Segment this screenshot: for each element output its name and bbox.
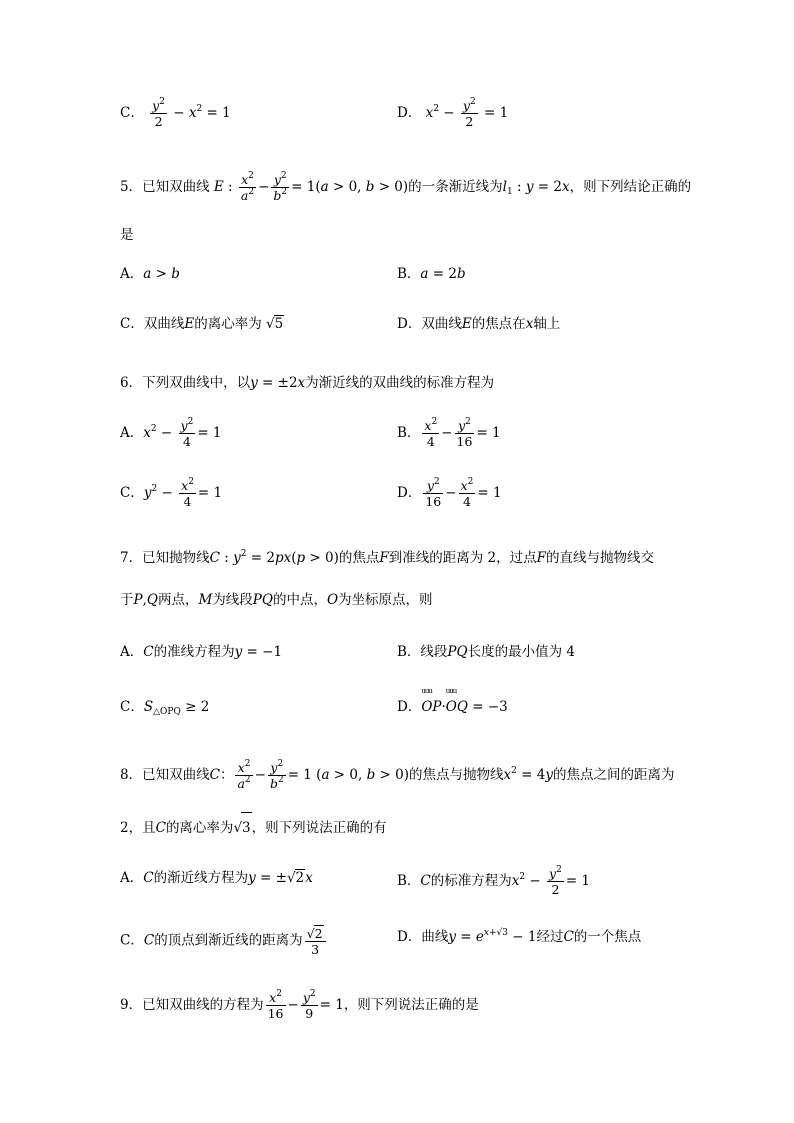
option-c[interactable]: C．C的顶点到渐近线的距离为 $\frac{√2}{3}$ bbox=[120, 925, 328, 957]
option-b[interactable]: B． $\frac{x^2}{4}$ − $\frac{y^2}{16}$ = 1 bbox=[397, 417, 501, 449]
option-d[interactable]: D． $x^2$ − $\frac{y^2}{2}$ = 1 bbox=[397, 97, 509, 129]
option-b[interactable]: B．线段PQ长度的最小值为 4 bbox=[397, 644, 575, 660]
question-6-options-ab bbox=[120, 418, 680, 458]
option-a[interactable]: A．C的准线方程为y = −1 bbox=[120, 644, 283, 660]
prev-question-options bbox=[120, 98, 680, 138]
question-6-stem: 6．下列双曲线中，以y = ±2x为渐近线的双曲线的标准方程为 bbox=[120, 375, 495, 391]
option-a[interactable]: A．a > b bbox=[120, 266, 180, 282]
option-c[interactable]: C． $\frac{y^2}{2}$ − $x^2 = 1$ bbox=[120, 97, 231, 129]
option-b[interactable]: B．a = 2b bbox=[397, 266, 466, 282]
option-d[interactable]: D．曲线$y = e^{x+√3} - 1$经过C的一个焦点 bbox=[397, 928, 642, 945]
question-7-options-cd bbox=[120, 695, 680, 735]
option-a[interactable]: A．C的渐近线方程为y = ±√2x bbox=[120, 870, 313, 886]
option-d[interactable]: D．uuu OP·uuu OQ = −3 bbox=[397, 695, 508, 715]
question-7-options-ab bbox=[120, 640, 680, 680]
option-c[interactable]: C．双曲线E的离心率为 √5 bbox=[120, 316, 284, 332]
option-c[interactable]: C．$S_{\triangle OPQ} \ge 2$ bbox=[120, 699, 210, 717]
option-a[interactable]: A．$x^2$ − $\frac{y^2}{4}$ = 1 bbox=[120, 417, 222, 449]
question-8-options-cd bbox=[120, 925, 680, 965]
option-b[interactable]: B．C的标准方程为$x^2$ − $\frac{y^2}{2}$ = 1 bbox=[397, 865, 591, 897]
question-5-stem: 5．已知双曲线 E : $\frac{x^2}{a^2}$ − $\frac{y^2}{b^2}$ = 1(a > 0, b > 0)的一条渐近线为$l_1$ : y = 2x，则下列结论正确的 bbox=[120, 171, 692, 203]
option-d[interactable]: D．双曲线E的焦点在x轴上 bbox=[397, 316, 561, 332]
question-8-options-ab bbox=[120, 866, 680, 906]
question-8-stem-cont: 2，且C的离心率为√3，则下列说法正确的有 bbox=[120, 812, 387, 842]
question-5-options-ab bbox=[120, 262, 680, 302]
question-7-stem: 7．已知抛物线C : $y^2 = 2px(p > 0)$的焦点F到准线的距离为 2，过点F的直线与抛物线交 bbox=[120, 549, 655, 566]
question-5-options-cd bbox=[120, 312, 680, 352]
question-7-stem-cont: 于P,Q两点，M为线段PQ的中点，O为坐标原点，则 bbox=[120, 592, 433, 608]
question-5-stem-cont: 是 bbox=[120, 227, 134, 243]
question-6-options-cd bbox=[120, 478, 680, 518]
question-8-stem: 8．已知双曲线C： $\frac{x^2}{a^2}$ − $\frac{y^2}{b^2}$ = 1 (a > 0, b > 0)的焦点与抛物线$x^2 = 4y$的焦点之间的距离为 bbox=[120, 759, 675, 791]
option-d[interactable]: D． $\frac{y^2}{16}$ − $\frac{x^2}{4}$ = 1 bbox=[397, 477, 502, 509]
question-9-stem: 9．已知双曲线的方程为 $\frac{x^2}{16}$ − $\frac{y^2}{9}$ = 1，则下列说法正确的是 bbox=[120, 989, 479, 1021]
option-c[interactable]: C．$y^2$ − $\frac{x^2}{4}$ = 1 bbox=[120, 477, 223, 509]
